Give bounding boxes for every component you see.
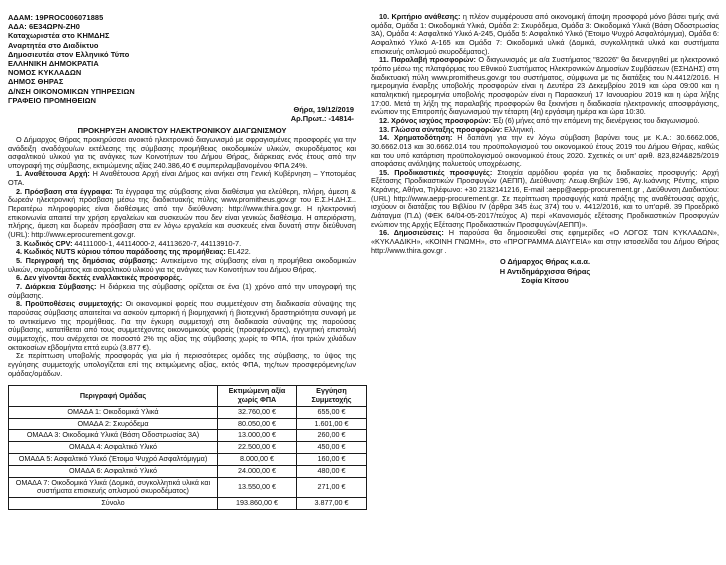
table-header-row <box>9 386 367 407</box>
table-row <box>9 418 367 430</box>
paragraph-lead: 3. Κωδικός CPV: <box>16 238 75 248</box>
estimated-value-cell: 13.550,00 € <box>218 477 297 498</box>
protocol-number: Αρ.Πρωτ.: -14814- <box>290 113 354 123</box>
guarantee-cell: 480,00 € <box>297 465 367 477</box>
table-header-cell: Εκτιμώμενη αξία χωρίς ΦΠΑ <box>218 386 297 407</box>
paragraph-lead: 8. Προϋποθέσεις συμμετοχής: <box>16 299 126 309</box>
guarantee-cell: 3.877,00 € <box>297 498 367 510</box>
paragraph-lead: 12. Χρόνος ισχύος προσφορών: <box>379 115 493 125</box>
right-paragraphs <box>371 13 719 255</box>
table-row <box>9 442 367 454</box>
table-row <box>9 477 367 498</box>
signature-block <box>371 257 719 285</box>
estimated-value-cell: 8.000,00 € <box>218 454 297 466</box>
letterhead-line: Δημοσιευτέα στον Ελληνικό Τύπο <box>8 49 130 59</box>
place-date: Θήρα, 19/12/2019 <box>293 105 354 115</box>
table-row <box>9 465 367 477</box>
guarantee-cell: 271,00 € <box>297 477 367 498</box>
estimated-value-cell: 24.000,00 € <box>218 465 297 477</box>
group-description-cell: ΟΜΑΔΑ 3: Οικοδομικά Υλικά (Βάση Οδοστρωσίας 3Α) <box>9 430 218 442</box>
paragraph-lead: 4. Κωδικός NUTS κύριου τόπου παράδοσης της προμήθειας: <box>16 247 228 257</box>
letterhead-line: ΑΔΑΜ: 19PROC006071885 <box>8 13 104 22</box>
group-description-cell: ΟΜΑΔΑ 5: Ασφαλτικό Υλικό (Έτοιμο Ψυχρό Ασφαλτόμιγμα) <box>9 454 218 466</box>
signature-line: Η Αντιδημάρχισσα Θήρας <box>499 266 591 276</box>
paragraph: 14. Χρηματοδότηση: Η δαπάνη για την εν λόγω σύμβαση βαρύνει τους με Κ.Α.: 30.6662.006, 30.6662.013 και 30.6662.014 του προϋπολογισμού του οικονομικού έτους 2019 του Δήμου Θήρας, καθώς και του υπό κατάρτιση προϋπολογισμού οικονομικού έτους 2020. Σχετικές οι υπ' αριθ. 823,824&825/2019 αποφάσεις ανάληψης πολυετούς υποχρέωσης. <box>371 133 719 169</box>
paragraph: 16. Δημοσιεύσεις: Η παρούσα θα δημοσιευθεί στις εφημερίδες «Ο ΛΟΓΟΣ ΤΩΝ ΚΥΚΛΑΔΩΝ», «ΚΥΚΛΑΔΙΚΗ», «ΚΟΙΝΗ ΓΝΩΜΗ», στο «ΠΡΟΓΡΑΜΜΑ ΔΙΑΥΓΕΙΑ» και στην ιστοσελίδα του Δήμου Θήρας http://www.thira.gov.gr . <box>371 228 719 255</box>
guarantee-cell: 655,00 € <box>297 406 367 418</box>
group-description-cell: ΟΜΑΔΑ 7: Οικοδομικά Υλικά (Δομικά, συγκολλητικά υλικά και συστήματα επισκευής οπλισμού σκυροδέματος) <box>9 477 218 498</box>
estimated-value-cell: 32.760,00 € <box>218 406 297 418</box>
paragraph: 8. Προϋποθέσεις συμμετοχής: Οι οικονομικοί φορείς που συμμετέχουν στη διαδικασία σύναψης της παρούσας σύμβασης απαιτείται να ασκούν εμπορική ή βιομηχανική ή βιοτεχνική δραστηριότητα συναφή με το αντικείμενο της προμήθειας. Για την έγκυρη συμμετοχή στη διαδικασία σύναψης της παρούσας σύμβασης, κατατίθεται από τους συμμετέχοντες οικονομικούς φορείς (προσφέροντες), εγγυητική επιστολή συμμετοχής, που ανέρχεται σε ποσοστό 2% της αξίας της σύμβασης χωρίς το ΦΠΑ, ήτοι τριών χιλιάδων οκτακοσίων εβδομήντα επτά ευρώ (3.877 €). <box>8 299 356 352</box>
paragraph: 5. Περιγραφή της δημόσιας σύμβασης: Αντικείμενο της σύμβασης είναι η προμήθεια οικοδομικών υλικών, σκυροδέματος και ασφαλτικού υλικού για τις ανάγκες των Κοινοτήτων του Δήμου Θήρας. <box>8 256 356 274</box>
paragraph: 7. Διάρκεια Σύμβασης: Η διάρκεια της σύμβασης ορίζεται σε ένα (1) χρόνο από την υπογραφή της σύμβασης. <box>8 282 356 300</box>
paragraph-lead: 14. Χρηματοδότηση: <box>379 133 458 143</box>
groups-table-body <box>9 406 367 509</box>
table-header-cell: Εγγύηση Συμμετοχής <box>297 386 367 407</box>
paragraph-lead: 13. Γλώσσα σύνταξης προσφορών: <box>379 124 505 134</box>
paragraph: Ο Δήμαρχος Θήρας προκηρύσσει ανοικτό ηλεκτρονικό διαγωνισμό με σφραγισμένες προσφορές για την ανάδειξη αναδόχου/ων εκτέλεσης της σύμβασης προμήθειας οικοδομικών υλικών, σκυροδέματος και ασφαλτικού υλικού για τις ανάγκες των Κοινοτήτων του Δήμου Θήρας, διάρκειας ενός έτους από την υπογραφή της σύμβασης, εκτιμώμενης αξίας 240.386,40 € συμπεριλαμβανομένου ΦΠΑ 24%. <box>8 134 356 170</box>
paragraph: 12. Χρόνος ισχύος προσφορών: Έξι (6) μήνες από την επόμενη της διενέργειας του διαγωνισμού. <box>379 115 700 125</box>
left-column <box>8 13 356 510</box>
group-description-cell: ΟΜΑΔΑ 2: Σκυρόδεμα <box>9 418 218 430</box>
signature-line: Ο Δήμαρχος Θήρας κ.α.α. <box>499 257 591 267</box>
signature-line: Σοφία Κίτσου <box>521 276 569 286</box>
letterhead-line: ΑΔΑ: 6Ε34ΩΡΝ-ΖΗ0 <box>8 22 80 32</box>
paragraph-lead: 10. Κριτήριο ανάθεσης: <box>379 12 463 21</box>
paragraph: 2. Πρόσβαση στα έγγραφα: Τα έγγραφα της σύμβασης είναι διαθέσιμα για ελεύθερη, πλήρη, άμεση & δωρεάν ηλεκτρονική πρόσβαση μέσω της διαδικτυακής πύλης www.promitheus.gov.gr του Ε.Σ.Η.ΔΗ.Σ.. Περαιτέρω πληροφορίες είναι διαθέσιμες από την διεύθυνση: http://www.thira.gov.gr. Η ηλεκτρονική επικοινωνία απαιτεί την χρήση εργαλείων και συσκευών που δεν είναι γενικώς διαθέσιμα. Η απεριόριστη, πλήρης, άμεση και δωρεάν πρόσβαση στα εν λόγω εργαλεία και συσκευές είναι δυνατή στην διεύθυνση (URL): http://www.eprocurement.gov.gr. <box>8 186 356 240</box>
letterhead-line: Δ/ΝΣΗ ΟΙΚΟΝΟΜΙΚΩΝ ΥΠΗΡΕΣΙΩΝ <box>8 86 135 96</box>
letterhead <box>8 13 356 105</box>
letterhead-line: ΔΗΜΟΣ ΘΗΡΑΣ <box>8 77 64 87</box>
left-paragraphs <box>8 136 356 378</box>
paragraph-lead: 6. Δεν γίνονται δεκτές εναλλακτικές προσφορές. <box>16 273 183 283</box>
estimated-value-cell: 22.500,00 € <box>218 442 297 454</box>
group-description-cell: ΟΜΑΔΑ 1: Οικοδομικά Υλικά <box>9 406 218 418</box>
paragraph: 4. Κωδικός NUTS κύριου τόπου παράδοσης της προμήθειας: EL422. <box>16 247 251 257</box>
paragraph: 13. Γλώσσα σύνταξης προσφορών: Ελληνική. <box>379 124 536 134</box>
estimated-value-cell: 13.000,00 € <box>218 430 297 442</box>
paragraph-lead: 1. Αναθέτουσα Αρχή: <box>16 169 93 179</box>
group-description-cell: Σύνολο <box>9 498 218 510</box>
paragraph-lead: 5. Περιγραφή της δημόσιας σύμβασης: <box>16 256 161 266</box>
groups-table-header <box>9 386 367 407</box>
group-description-cell: ΟΜΑΔΑ 4: Ασφαλτικό Υλικό <box>9 442 218 454</box>
letterhead-line: ΓΡΑΦΕΙΟ ΠΡΟΜΗΘΕΙΩΝ <box>8 95 97 105</box>
guarantee-cell: 1.601,00 € <box>297 418 367 430</box>
paragraph: 10. Κριτήριο ανάθεσης: η πλέον συμφέρουσα από οικονομική άποψη προσφορά μόνο βάσει τιμής ανά ομάδα, Ομάδα 1: Οικοδομικά Υλικά, Ομάδα 2: Σκυρόδεμα, Ομάδα 3: Οικοδομικά Υλικά (Βάση Οδοστρωσίας 3Α), Ομάδα 4: Ασφαλτικό Υλικό Α-245, Ομάδα 5: Ασφαλτικό Υλικό (Έτοιμο Ψυχρό Ασφαλτόμιγμα), Ομάδα 6: Ασφαλτικό Υλικό Α-165 και Ομάδα 7: Οικοδομικά υλικά (Δομικά, συγκολλητικά υλικά και συστήματα επισκευής οπλισμού σκυροδέματος). <box>371 12 719 56</box>
estimated-value-cell: 80.050,00 € <box>218 418 297 430</box>
paragraph: Σε περίπτωση υποβολής προσφοράς για μία ή περισσότερες ομάδες της σύμβασης, το ύψος της εγγύησης συμμετοχής υπολογίζεται επί της εκτιμώμενης αξίας, εκτός ΦΠΑ, της/των προσφερόμενης/ων ομάδας/ομάδων. <box>8 351 356 378</box>
right-column <box>371 13 719 510</box>
table-header-cell: Περιγραφή Ομάδας <box>9 386 218 407</box>
estimated-value-cell: 193.860,00 € <box>218 498 297 510</box>
document-title: ΠΡΟΚΗΡΥΞΗ ΑΝΟΙΚΤΟΥ ΗΛΕΚΤΡΟΝΙΚΟΥ ΔΙΑΓΩΝΙΣΜΟΥ <box>77 125 287 135</box>
paragraph: 1. Αναθέτουσα Αρχή: Η Αναθέτουσα Αρχή είναι Δήμος και ανήκει στη Γενική Κυβέρνηση – Υποτομέας ΟΤΑ. <box>8 169 356 188</box>
paragraph-lead: 15. Προδικαστικές προσφυγές: <box>379 167 498 177</box>
dateline <box>8 106 356 124</box>
paragraph-lead: 11. Παραλαβή προσφορών: <box>379 55 479 65</box>
paragraph: 3. Κωδικός CPV: 44111000-1, 44114000-2, 44113620-7, 44113910-7. <box>16 238 242 248</box>
table-row <box>9 406 367 418</box>
letterhead-line: Αναρτητέα στο Διαδίκτυο <box>8 40 99 50</box>
guarantee-cell: 450,00 € <box>297 442 367 454</box>
paragraph: 15. Προδικαστικές προσφυγές: Στοιχεία αρμόδιου φορέα για τις διαδικασίες προσφυγής: Αρχή Εξέτασης Προδικαστικών Προσφυγών (ΑΕΠΠ), Διεύθυνση: Λεωφ.Θηβών 196, Αγ.Ιωάννης Ρέντης, κτίριο Κεράνης, Αθήνα, Τηλέφωνο: +30 2132141216, E-mail :aepp@aepp-procurement.gr , Διεύθυνση Διαδικτύου: (URL) http://www.aepp-procurement.gr. Σε περίπτωση προσφυγής κατά πράξης της αναθέτουσας αρχής, ισχύουν οι διατάξεις του Βιβλίου IV (άρθρα 345 έως 374) του ν. 4412/2016, και το υπ'αριθ. 39 Προεδρικό Διάταγμα (Π.Δ) (ΦΕΚ 64/04-05-2017/τεύχος Α) περί «Κανονισμός εξέτασης Προδικαστικών Προσφυγών ενώπιον της Αρχής Εξέτασης Προδικαστικών Προσφυγών(ΑΕΠΠ)». <box>371 167 719 229</box>
letterhead-line: ΕΛΛΗΝΙΚΗ ΔΗΜΟΚΡΑΤΙΑ <box>8 59 99 69</box>
letterhead-line: Καταχωριστέα στο ΚΗΜΔΗΣ <box>8 31 110 41</box>
table-row <box>9 454 367 466</box>
paragraph-lead: 16. Δημοσιεύσεις: <box>379 228 449 238</box>
paragraph: 11. Παραλαβή προσφορών: Ο διαγωνισμός με α/α Συστήματος "82026" θα διενεργηθεί με ηλεκτρονικό τρόπο μέσω της πλατφόρμας του Εθνικού Συστήματος Ηλεκτρονικών Δημοσίων Συμβάσεων (ΕΣΗΔΗΣ) στη διαδικτυακή πύλη www.promitheus.gov.gr του συστήματος, σύμφωνα με τις διατάξεις του Ν.4412/2016. Η ημερομηνία έναρξης υποβολής προσφορών είναι η Δευτέρα 23 Δεκεμβρίου 2019 και ώρα 09:00 και η καταληκτική ημερομηνία υποβολής προσφορών είναι η Παρασκευή 17 Ιανουαρίου 2019 και η ώρα λήξης 17:00. Μετά τη λήξη της παραλαβής προσφορών θα ξεκινήσει η διαδικασία ηλεκτρονικής αποσφράγισης, ενώπιον της Επιτροπής διαγωνισμού την τέταρτη (4η) εργάσιμη ημέρα και ώρα 10:30. <box>371 55 719 117</box>
table-row <box>9 430 367 442</box>
guarantee-cell: 160,00 € <box>297 454 367 466</box>
letterhead-line: ΝΟΜΟΣ ΚΥΚΛΑΔΩΝ <box>8 68 82 78</box>
paragraph-lead: 7. Διάρκεια Σύμβασης: <box>16 282 100 291</box>
paragraph-lead: 2. Πρόσβαση στα έγγραφα: <box>16 186 116 196</box>
groups-table <box>8 385 367 510</box>
guarantee-cell: 260,00 € <box>297 430 367 442</box>
table-row <box>9 498 367 510</box>
group-description-cell: ΟΜΑΔΑ 6: Ασφαλτικό Υλικό <box>9 465 218 477</box>
